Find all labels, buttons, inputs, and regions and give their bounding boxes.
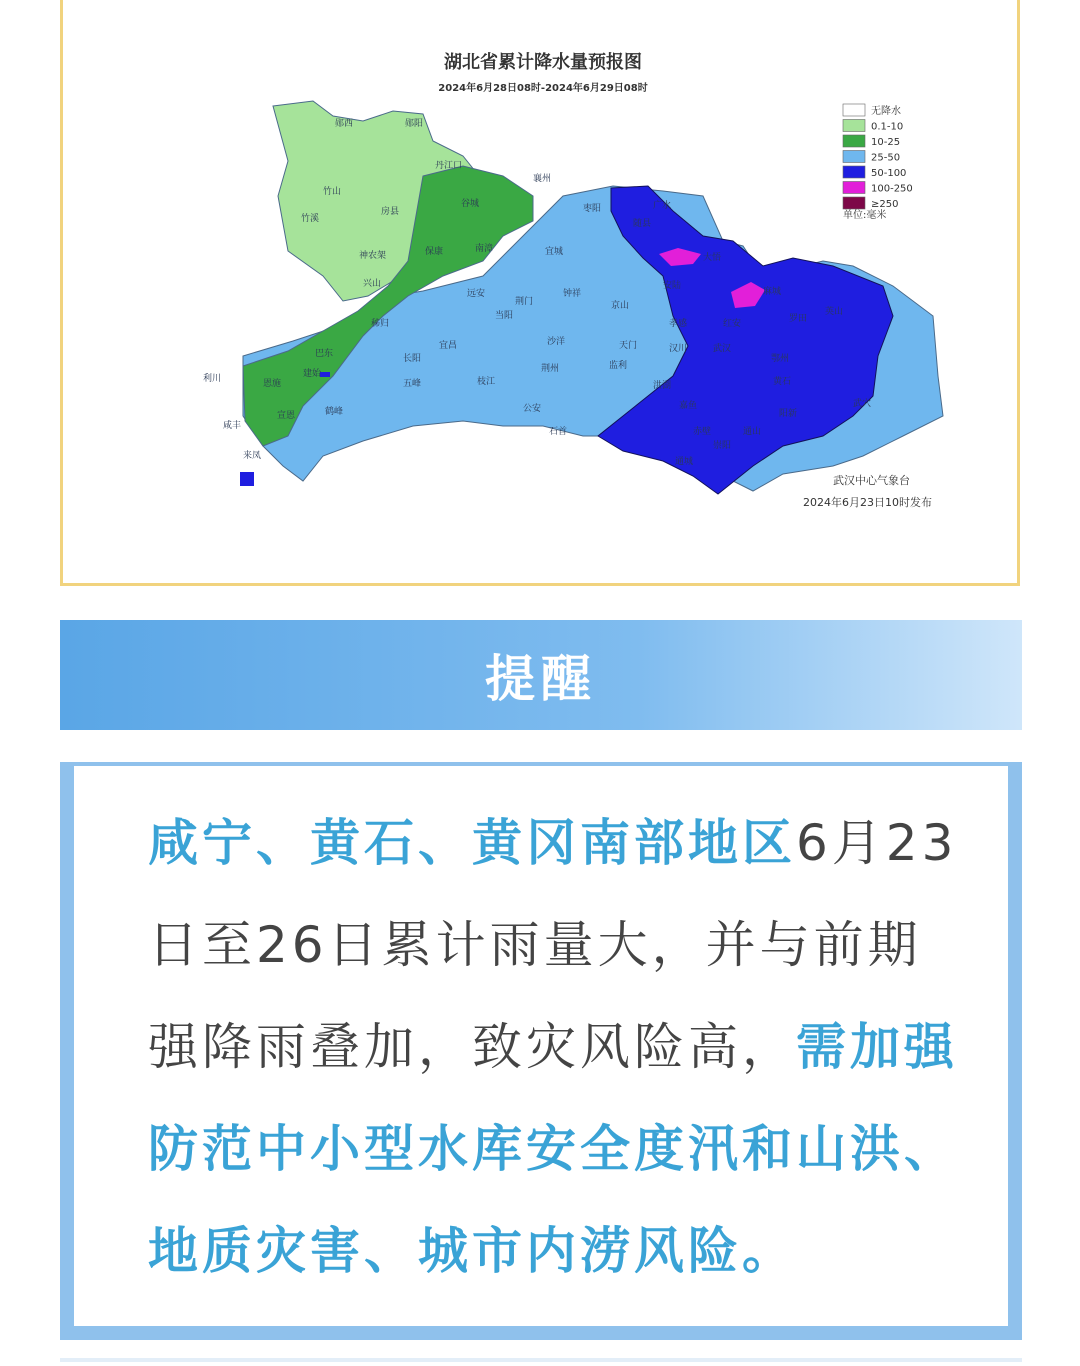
city-label: 枣阳 xyxy=(583,204,602,214)
city-label: 汉川 xyxy=(669,344,688,354)
map-title: 湖北省累计降水量预报图 xyxy=(444,52,642,73)
city-label: 武穴 xyxy=(853,399,872,409)
city-label: 郧阳 xyxy=(405,119,424,129)
city-label: 秭归 xyxy=(371,319,390,329)
city-label: 当阳 xyxy=(495,311,514,321)
legend-label: 10-25 xyxy=(871,137,901,148)
city-label: 利川 xyxy=(203,374,222,384)
city-label: 孝感 xyxy=(669,319,688,329)
legend-label: ≥250 xyxy=(871,199,899,210)
city-label: 鄂州 xyxy=(771,354,790,364)
city-label: 保康 xyxy=(425,247,444,257)
city-label: 鹤峰 xyxy=(325,407,344,417)
legend-swatch xyxy=(843,135,865,147)
city-label: 兴山 xyxy=(363,279,382,289)
legend-label: 无降水 xyxy=(871,106,901,117)
city-label: 巴东 xyxy=(315,349,334,359)
city-label: 通山 xyxy=(743,427,762,437)
city-label: 罗田 xyxy=(789,314,808,324)
legend-label: 25-50 xyxy=(871,152,901,164)
city-label: 大悟 xyxy=(703,253,722,263)
city-label: 嘉鱼 xyxy=(679,401,698,411)
legend-label: 0.1-10 xyxy=(871,121,904,133)
city-label: 南漳 xyxy=(475,244,494,254)
city-label: 英山 xyxy=(825,307,844,317)
city-label: 宜昌 xyxy=(439,341,458,351)
reminder-banner xyxy=(60,620,1022,730)
city-label: 咸丰 xyxy=(223,421,242,431)
city-label: 崇阳 xyxy=(713,441,732,451)
city-label: 建始 xyxy=(303,369,322,379)
city-label: 阳新 xyxy=(779,409,798,419)
map-legend xyxy=(843,104,913,210)
city-label: 赤壁 xyxy=(693,427,712,437)
city-label: 公安 xyxy=(523,404,542,414)
legend-unit: 单位:毫米 xyxy=(843,210,887,221)
city-label: 竹山 xyxy=(323,187,342,197)
legend-label: 50-100 xyxy=(871,168,907,179)
legend-swatch xyxy=(843,182,865,194)
legend-label: 100-250 xyxy=(871,183,913,195)
city-label: 神农架 xyxy=(359,251,387,261)
city-label: 红安 xyxy=(723,319,742,329)
city-label: 黄石 xyxy=(773,377,792,387)
legend-swatch xyxy=(843,151,865,163)
city-label: 天门 xyxy=(619,341,638,351)
city-label: 远安 xyxy=(467,289,486,299)
city-label: 丹江口 xyxy=(435,161,463,171)
city-label: 安陆 xyxy=(663,281,682,291)
province-map xyxy=(240,101,943,494)
legend-swatch xyxy=(843,197,865,209)
city-label: 武汉 xyxy=(713,344,732,354)
city-label: 随县 xyxy=(633,219,652,229)
reminder-paragraph xyxy=(148,792,968,1302)
city-label: 谷城 xyxy=(461,199,480,209)
legend-swatch xyxy=(843,120,865,132)
city-label: 沙洋 xyxy=(547,337,566,347)
reminder-body-text: 6月23日至26日累计雨量大，并与前期强降雨叠加，致灾风险高， xyxy=(148,814,958,1076)
rainfall-map-panel xyxy=(60,0,1020,586)
map-publisher: 武汉中心气象台 xyxy=(833,474,910,487)
city-label: 襄州 xyxy=(533,174,552,184)
bottom-divider xyxy=(60,1358,1022,1362)
reminder-region-highlight: 咸宁、黄石、黄冈南部地区 xyxy=(148,814,796,872)
city-label: 长阳 xyxy=(403,354,422,364)
map-issued-time: 2024年6月23日10时发布 xyxy=(803,496,932,509)
rainfall-forecast-map xyxy=(63,0,1023,586)
legend-swatch xyxy=(843,166,865,178)
region-50-100-spot xyxy=(320,372,330,377)
city-label: 洪湖 xyxy=(653,381,672,391)
reminder-heading: 提醒 xyxy=(485,650,597,708)
city-label: 房县 xyxy=(381,207,400,217)
city-label: 竹溪 xyxy=(301,214,320,224)
city-label: 来凤 xyxy=(243,451,262,461)
city-label: 监利 xyxy=(609,361,628,371)
city-label: 宣恩 xyxy=(277,411,296,421)
reminder-box xyxy=(60,762,1022,1340)
city-label: 恩施 xyxy=(263,379,282,389)
legend-swatch xyxy=(843,104,865,116)
reminder-action-highlight: 需加强防范中小型水库安全度汛和山洪、地质灾害、城市内涝风险。 xyxy=(148,1018,958,1280)
city-label: 麻城 xyxy=(763,287,782,297)
city-label: 石首 xyxy=(549,427,568,437)
city-label: 钟祥 xyxy=(563,289,582,299)
city-label: 郧西 xyxy=(335,119,354,129)
city-label: 京山 xyxy=(611,301,630,311)
city-label: 荆州 xyxy=(541,364,560,374)
city-label: 五峰 xyxy=(403,379,422,389)
city-label: 广水 xyxy=(653,201,672,211)
city-label: 通城 xyxy=(675,457,694,467)
city-label: 枝江 xyxy=(477,377,496,387)
region-50-100-laifeng xyxy=(240,472,254,486)
city-label: 荆门 xyxy=(515,297,534,307)
map-subtitle: 2024年6月28日08时-2024年6月29日08时 xyxy=(438,83,648,94)
city-label: 宜城 xyxy=(545,247,564,257)
